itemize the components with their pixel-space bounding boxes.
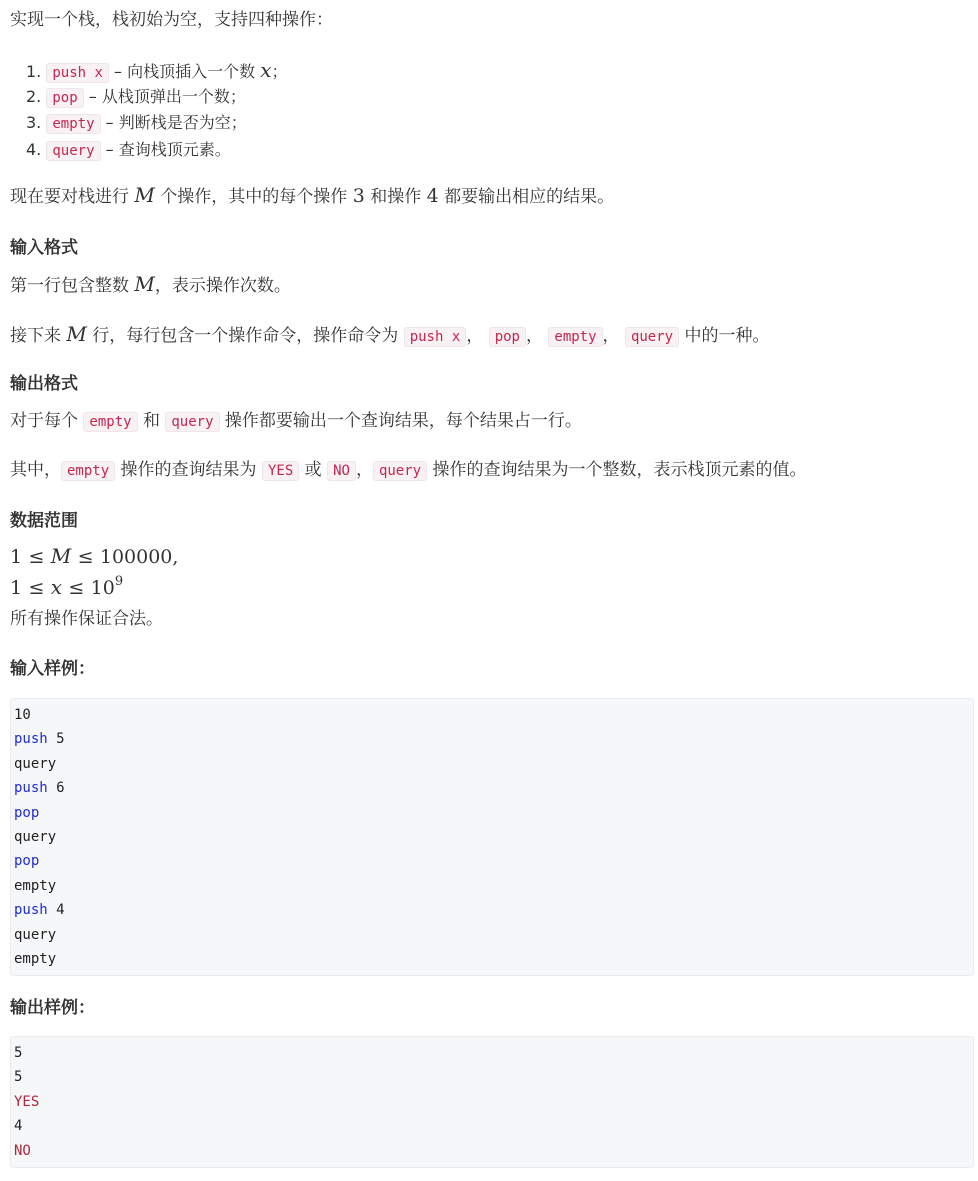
code-query: query <box>165 412 219 432</box>
code-text: 4 <box>47 902 65 919</box>
range-note: 所有操作保证合法。 <box>10 609 163 629</box>
op-end: ； <box>271 62 288 81</box>
text-part: 和 <box>137 411 166 431</box>
text-part: 操作都要输出一个查询结果，每个结果占一行。 <box>219 411 582 431</box>
code-text: 10 <box>14 707 31 723</box>
code-keyword: push <box>14 902 48 919</box>
text-part: 第一行包含整数 <box>10 276 135 296</box>
sample-output-heading: 输出样例： <box>10 998 95 1018</box>
op-item-3 <box>26 111 247 136</box>
math-x: x <box>50 575 63 599</box>
math-M: M <box>50 544 72 568</box>
op-code: query <box>46 141 100 161</box>
input-format-line1 <box>10 272 291 298</box>
output-line: YES <box>14 1093 40 1110</box>
output-line: NO <box>14 1142 31 1159</box>
code-text: query <box>14 828 57 845</box>
separator: ， <box>466 326 484 346</box>
code-text: 5 <box>47 731 65 748</box>
code-line <box>14 898 970 922</box>
sample-input-block <box>10 698 974 976</box>
op-code: empty <box>46 114 100 134</box>
code-query: query <box>625 327 679 347</box>
math-4: 4 <box>426 185 439 207</box>
output-format-heading: 输出格式 <box>10 374 78 394</box>
code-line <box>14 849 970 873</box>
task-text <box>10 183 614 209</box>
code-line <box>14 801 970 825</box>
code-text: 6 <box>47 780 65 797</box>
math-M: M <box>66 322 87 346</box>
op-number: 1. <box>26 62 42 81</box>
op-number: 2. <box>26 87 42 106</box>
code-keyword: push <box>14 731 48 748</box>
text-part: 接下来 <box>10 326 67 346</box>
output-format-line2 <box>10 458 807 483</box>
op-desc: – 从栈顶弹出一个数； <box>88 87 246 106</box>
code-line <box>14 776 970 800</box>
op-var: x <box>260 58 272 82</box>
output-line: 5 <box>14 1045 23 1061</box>
text-part: ，表示操作次数。 <box>154 276 291 296</box>
range-line2 <box>10 575 123 603</box>
op-code: pop <box>46 88 83 108</box>
code-line <box>14 703 970 727</box>
math-num: 100000 <box>99 546 173 568</box>
math-M: M <box>134 272 155 296</box>
task-part: 和操作 <box>364 187 427 207</box>
text-part: 操作的查询结果为一个整数，表示栈顶元素的值。 <box>427 460 807 480</box>
input-format-heading: 输入格式 <box>10 238 78 258</box>
math-3: 3 <box>352 185 365 207</box>
op-desc: – 查询栈顶元素。 <box>105 140 231 159</box>
code-line <box>14 752 970 776</box>
op-desc: – 向栈顶插入一个数 <box>114 62 261 81</box>
math-num: 1 <box>10 577 23 599</box>
math-comma: , <box>172 546 179 568</box>
code-pop: pop <box>489 327 526 347</box>
code-no: NO <box>327 461 356 481</box>
text-part: 中的一种。 <box>679 326 770 346</box>
sample-input-heading: 输入样例： <box>10 659 95 679</box>
range-heading: 数据范围 <box>10 511 78 531</box>
code-keyword: pop <box>14 804 40 821</box>
code-keyword: pop <box>14 853 40 870</box>
math-M: M <box>134 183 155 207</box>
output-line: 4 <box>14 1118 23 1135</box>
sample-output-block <box>10 1036 974 1168</box>
code-keyword: push <box>14 780 48 797</box>
text-part: 操作的查询结果为 <box>115 460 262 480</box>
output-line: 5 <box>14 1069 23 1086</box>
op-number: 3. <box>26 113 42 132</box>
op-item-4 <box>26 138 231 163</box>
code-line <box>14 923 970 947</box>
op-code: push x <box>46 63 109 83</box>
math-num: 1 <box>10 546 23 568</box>
code-line <box>14 947 970 971</box>
code-empty: empty <box>83 412 137 432</box>
op-item-1 <box>26 58 288 85</box>
op-desc: – 判断栈是否为空； <box>105 113 247 132</box>
code-query: query <box>373 461 427 481</box>
output-format-line1 <box>10 409 582 434</box>
task-part: 现在要对栈进行 <box>10 187 135 207</box>
math-le: ≤ <box>28 546 45 568</box>
text-part: 行，每行包含一个操作命令，操作命令为 <box>86 326 404 346</box>
text-part: 其中， <box>10 460 61 480</box>
code-empty: empty <box>548 327 602 347</box>
math-num: 10 <box>90 577 115 599</box>
code-line <box>14 874 970 898</box>
text-part: 或 <box>299 460 328 480</box>
code-yes: YES <box>262 461 299 481</box>
range-line1 <box>10 544 178 569</box>
op-number: 4. <box>26 140 42 159</box>
math-le: ≤ <box>68 577 85 599</box>
text-part: 对于每个 <box>10 411 84 431</box>
task-part: 个操作，其中的每个操作 <box>154 187 353 207</box>
code-text: query <box>14 755 57 772</box>
input-format-line2 <box>10 322 770 349</box>
op-item-2 <box>26 85 246 110</box>
text-part: ， <box>355 460 373 480</box>
math-le: ≤ <box>28 577 45 599</box>
code-line <box>14 727 970 751</box>
math-le: ≤ <box>77 546 94 568</box>
code-text: empty <box>14 950 57 967</box>
task-part: 都要输出相应的结果。 <box>438 187 615 207</box>
separator: ， <box>525 326 543 346</box>
code-push-x: push x <box>404 327 467 347</box>
intro-text: 实现一个栈，栈初始为空，支持四种操作： <box>10 10 333 30</box>
math-exponent: 9 <box>114 574 124 589</box>
separator: ， <box>602 326 620 346</box>
code-text: empty <box>14 877 57 894</box>
code-empty: empty <box>61 461 115 481</box>
code-text: query <box>14 926 57 943</box>
code-line <box>14 825 970 849</box>
